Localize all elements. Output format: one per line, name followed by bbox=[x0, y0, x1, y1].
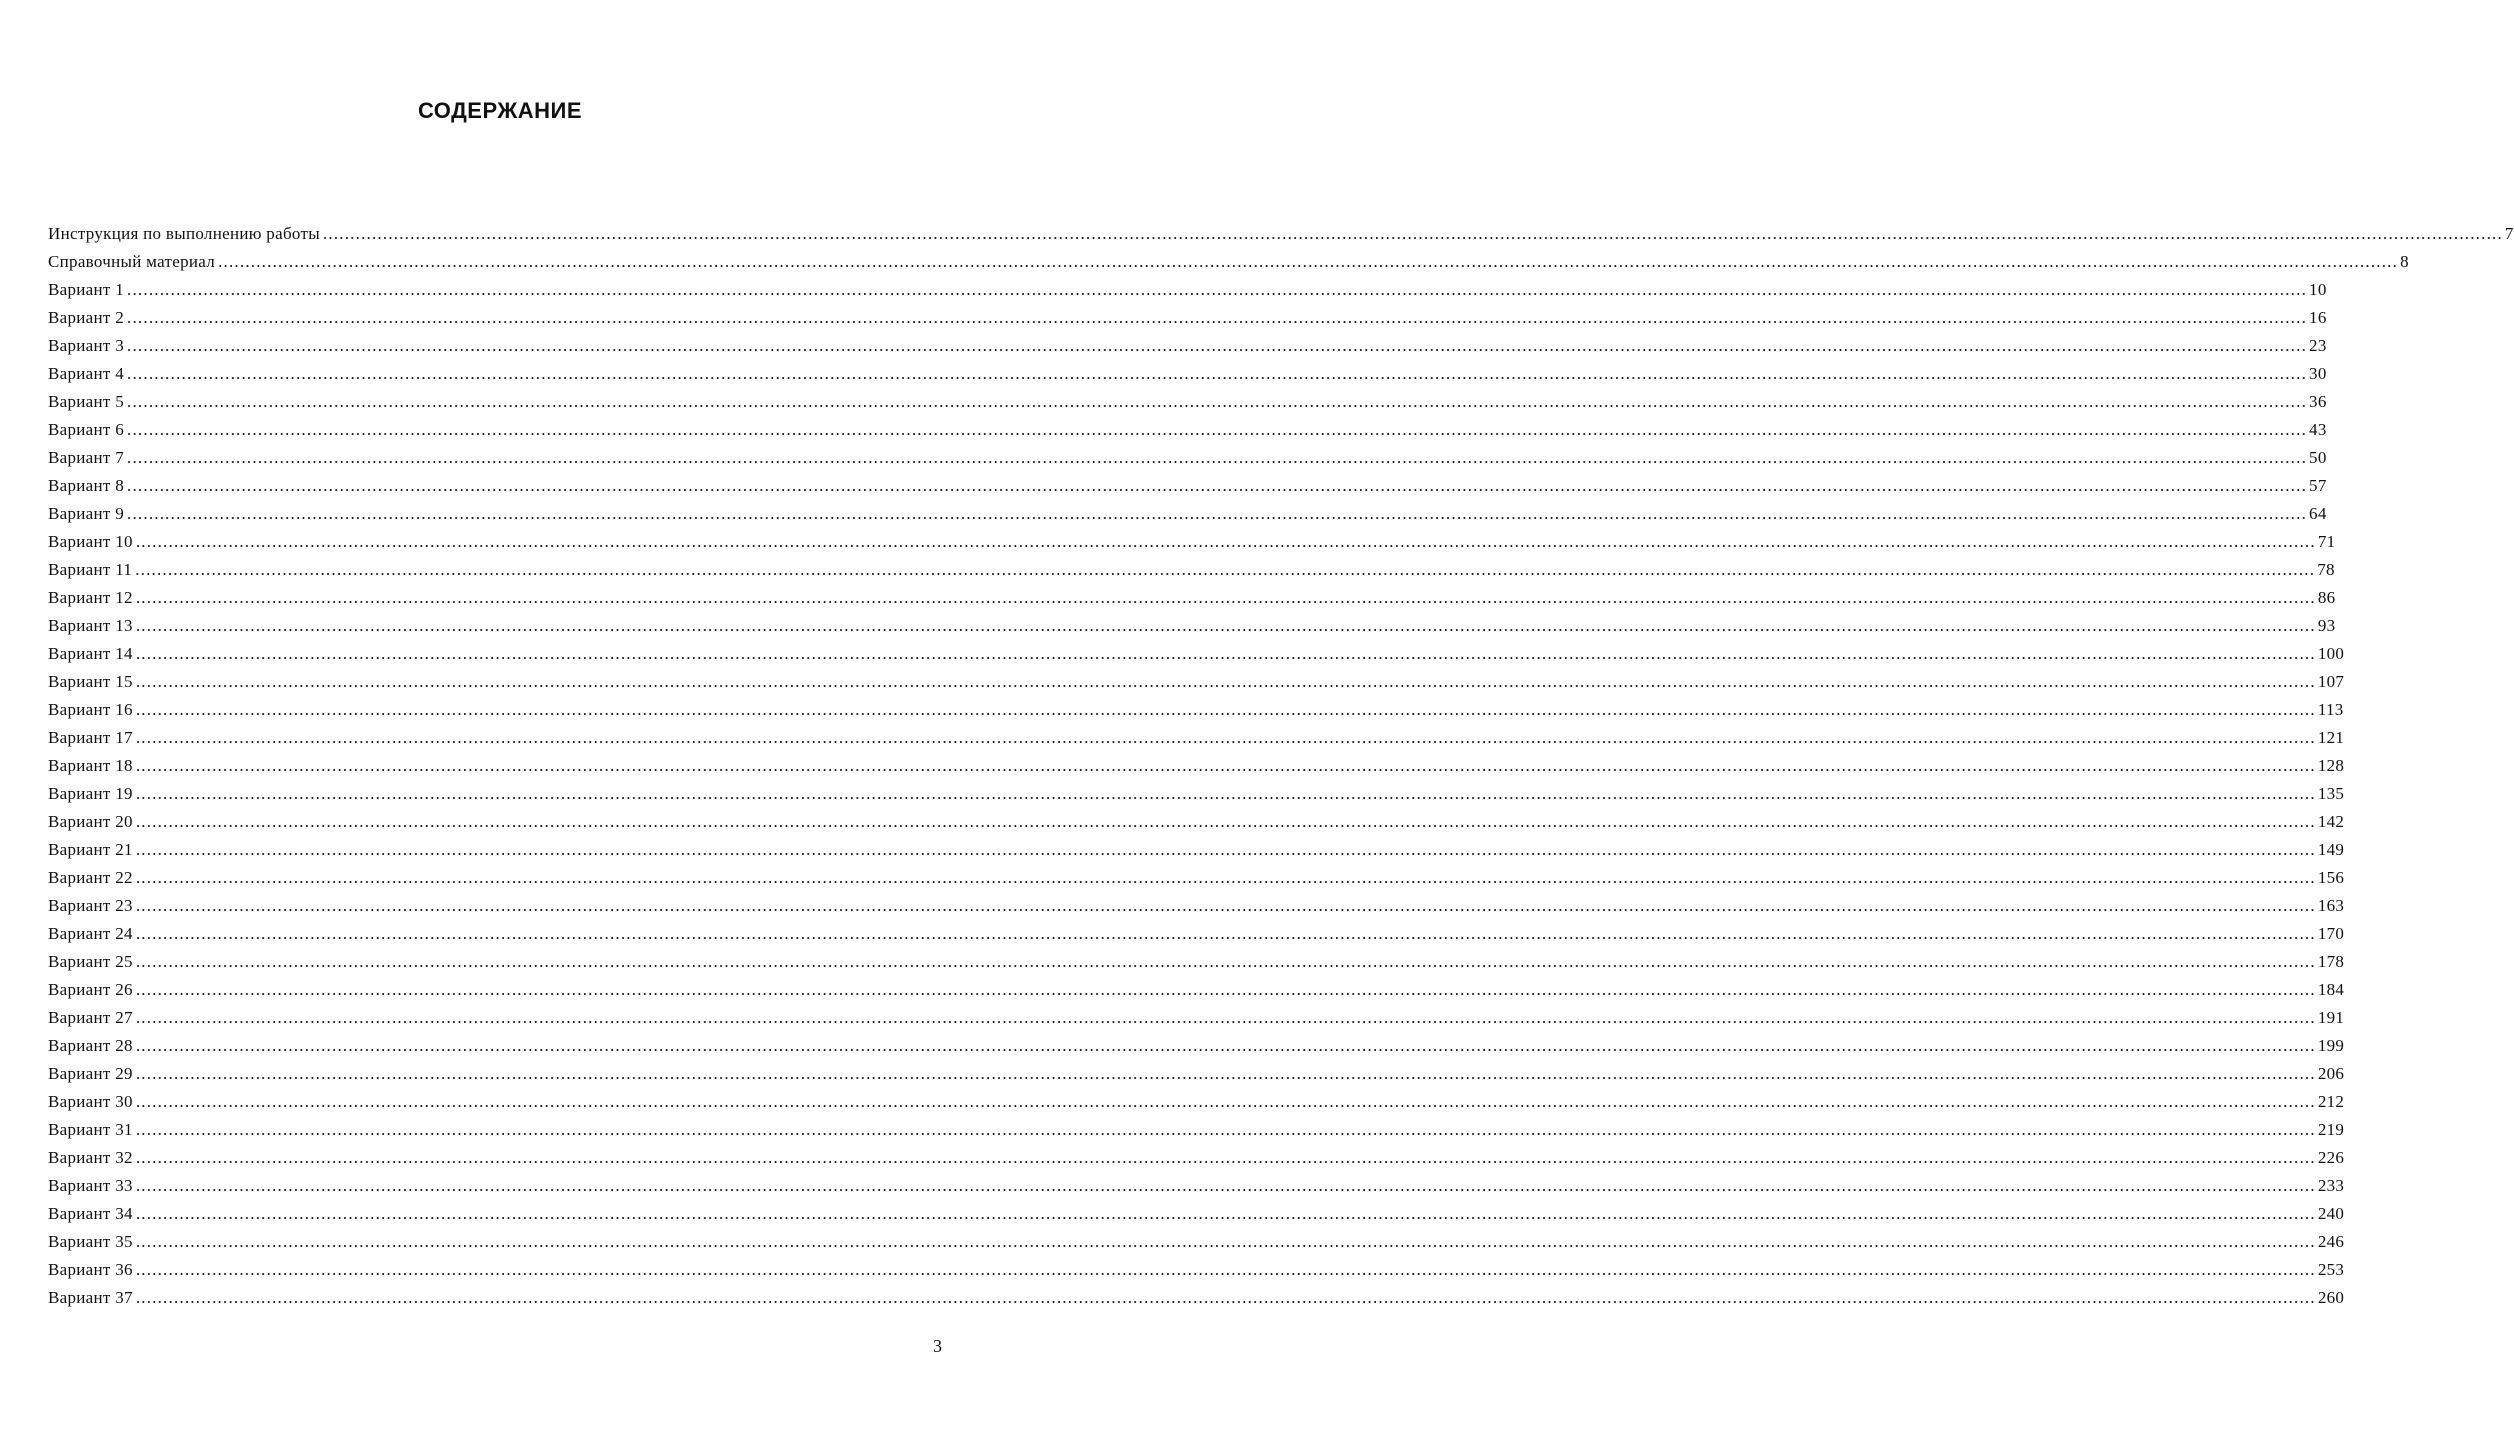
toc-entry-page: 36 bbox=[2309, 392, 2327, 411]
toc-entry-page: 199 bbox=[2317, 1036, 2345, 1055]
toc-dot-leader: ................................................................................................................................................................................................................................................................................................................................................................................................................ bbox=[135, 924, 2316, 943]
toc-entry-page: 7 bbox=[2504, 224, 2514, 243]
toc-dot-leader: ................................................................................................................................................................................................................................................................................................................................................................................................................ bbox=[135, 784, 2316, 803]
toc-entry-label: Вариант 3 bbox=[48, 336, 125, 355]
toc-entry bbox=[48, 528, 2336, 556]
toc-entry-label: Вариант 20 bbox=[48, 812, 133, 831]
toc-entry-label: Вариант 23 bbox=[48, 896, 133, 915]
toc-entry-label: Вариант 34 bbox=[48, 1204, 133, 1223]
toc-entry-label: Вариант 37 bbox=[48, 1288, 133, 1307]
toc-dot-leader: ................................................................................................................................................................................................................................................................................................................................................................................................................ bbox=[135, 1008, 2316, 1027]
toc-entry-page: 135 bbox=[2317, 784, 2345, 803]
toc-entry bbox=[48, 1284, 2345, 1312]
toc-entry bbox=[48, 1172, 2345, 1200]
toc-entry bbox=[48, 1228, 2345, 1256]
toc-entry-page: 260 bbox=[2317, 1288, 2345, 1307]
toc-entry-label: Вариант 36 bbox=[48, 1260, 133, 1279]
toc-entry bbox=[48, 248, 2409, 276]
toc-entry-page: 23 bbox=[2309, 336, 2327, 355]
toc-entry bbox=[48, 584, 2336, 612]
toc-entry-page: 57 bbox=[2309, 476, 2327, 495]
toc-entry bbox=[48, 388, 2327, 416]
toc-entry-page: 191 bbox=[2317, 1008, 2345, 1027]
toc-entry bbox=[48, 472, 2327, 500]
toc-dot-leader: ................................................................................................................................................................................................................................................................................................................................................................................................................ bbox=[135, 1176, 2316, 1195]
toc-entry-page: 219 bbox=[2317, 1120, 2345, 1139]
toc-entry-label: Вариант 27 bbox=[48, 1008, 133, 1027]
toc-entry-page: 93 bbox=[2317, 616, 2336, 635]
toc-entry-label: Вариант 28 bbox=[48, 1036, 133, 1055]
toc-entry bbox=[48, 1116, 2345, 1144]
toc-entry-label: Вариант 19 bbox=[48, 784, 133, 803]
toc-entry-label: Вариант 17 bbox=[48, 728, 133, 747]
toc-dot-leader: ................................................................................................................................................................................................................................................................................................................................................................................................................ bbox=[218, 252, 2399, 271]
toc-entry bbox=[48, 864, 2345, 892]
toc-entry-label: Вариант 29 bbox=[48, 1064, 133, 1083]
toc-entry-label: Вариант 18 bbox=[48, 756, 133, 775]
toc-entry bbox=[48, 1088, 2345, 1116]
toc-entry bbox=[48, 696, 2344, 724]
toc-entry-page: 253 bbox=[2317, 1260, 2345, 1279]
toc-entry-page: 233 bbox=[2317, 1176, 2345, 1195]
toc-dot-leader: ................................................................................................................................................................................................................................................................................................................................................................................................................ bbox=[135, 1260, 2316, 1279]
toc-entry bbox=[48, 1144, 2345, 1172]
toc-entry-page: 10 bbox=[2309, 280, 2327, 299]
toc-dot-leader: ................................................................................................................................................................................................................................................................................................................................................................................................................ bbox=[135, 1092, 2316, 1111]
toc-entry-page: 128 bbox=[2317, 756, 2345, 775]
toc-entry-label: Вариант 7 bbox=[48, 448, 125, 467]
toc-entry-page: 16 bbox=[2309, 308, 2327, 327]
toc-entry-page: 163 bbox=[2317, 896, 2345, 915]
toc-entry bbox=[48, 948, 2345, 976]
toc-entry-page: 142 bbox=[2317, 812, 2345, 831]
toc-entry bbox=[48, 332, 2327, 360]
toc-entry-label: Вариант 25 bbox=[48, 952, 133, 971]
toc-entry bbox=[48, 1004, 2345, 1032]
toc-entry bbox=[48, 556, 2335, 584]
page-title: СОДЕРЖАНИЕ bbox=[417, 98, 583, 123]
toc-entry-page: 170 bbox=[2317, 924, 2345, 943]
toc-dot-leader: ................................................................................................................................................................................................................................................................................................................................................................................................................ bbox=[135, 672, 2316, 691]
toc-dot-leader: ................................................................................................................................................................................................................................................................................................................................................................................................................ bbox=[127, 280, 2308, 299]
toc-entry-label: Вариант 32 bbox=[48, 1148, 133, 1167]
toc-dot-leader: ................................................................................................................................................................................................................................................................................................................................................................................................................ bbox=[135, 560, 2316, 579]
toc-entry-page: 71 bbox=[2317, 532, 2336, 551]
toc-entry-label: Вариант 12 bbox=[48, 588, 133, 607]
toc-entry-label: Вариант 26 bbox=[48, 980, 133, 999]
toc-entry-page: 184 bbox=[2317, 980, 2345, 999]
toc-entry bbox=[48, 276, 2327, 304]
toc-dot-leader: ................................................................................................................................................................................................................................................................................................................................................................................................................ bbox=[135, 1036, 2316, 1055]
toc-entry-page: 206 bbox=[2317, 1064, 2345, 1083]
toc-entry-label: Вариант 10 bbox=[48, 532, 133, 551]
toc-dot-leader: ................................................................................................................................................................................................................................................................................................................................................................................................................ bbox=[127, 392, 2308, 411]
toc-entry bbox=[48, 892, 2345, 920]
toc-dot-leader: ................................................................................................................................................................................................................................................................................................................................................................................................................ bbox=[127, 476, 2308, 495]
toc-entry-label: Вариант 16 bbox=[48, 700, 133, 719]
toc-entry-label: Вариант 1 bbox=[48, 280, 125, 299]
toc-dot-leader: ................................................................................................................................................................................................................................................................................................................................................................................................................ bbox=[135, 728, 2316, 747]
toc-dot-leader: ................................................................................................................................................................................................................................................................................................................................................................................................................ bbox=[135, 812, 2316, 831]
toc-entry-label: Вариант 5 bbox=[48, 392, 125, 411]
toc-entry-page: 226 bbox=[2317, 1148, 2345, 1167]
toc-entry-page: 113 bbox=[2317, 700, 2344, 719]
toc-entry bbox=[48, 836, 2345, 864]
toc-dot-leader: ................................................................................................................................................................................................................................................................................................................................................................................................................ bbox=[135, 980, 2316, 999]
toc-dot-leader: ................................................................................................................................................................................................................................................................................................................................................................................................................ bbox=[127, 448, 2308, 467]
toc-dot-leader: ................................................................................................................................................................................................................................................................................................................................................................................................................ bbox=[127, 336, 2308, 355]
toc-dot-leader: ................................................................................................................................................................................................................................................................................................................................................................................................................ bbox=[127, 364, 2308, 383]
toc-entry-label: Вариант 24 bbox=[48, 924, 133, 943]
toc-entry-label: Вариант 33 bbox=[48, 1176, 133, 1195]
toc-entry-label: Справочный материал bbox=[48, 252, 216, 271]
toc-entry-label: Вариант 13 bbox=[48, 616, 133, 635]
toc-dot-leader: ................................................................................................................................................................................................................................................................................................................................................................................................................ bbox=[322, 224, 2503, 243]
toc-entry-page: 178 bbox=[2317, 952, 2345, 971]
toc-dot-leader: ................................................................................................................................................................................................................................................................................................................................................................................................................ bbox=[135, 868, 2316, 887]
toc-entry-page: 156 bbox=[2317, 868, 2345, 887]
toc-entry-page: 8 bbox=[2400, 252, 2409, 271]
toc-entry-label: Вариант 4 bbox=[48, 364, 125, 383]
toc-dot-leader: ................................................................................................................................................................................................................................................................................................................................................................................................................ bbox=[127, 420, 2308, 439]
toc-entry bbox=[48, 1200, 2345, 1228]
toc-dot-leader: ................................................................................................................................................................................................................................................................................................................................................................................................................ bbox=[135, 1064, 2316, 1083]
toc-dot-leader: ................................................................................................................................................................................................................................................................................................................................................................................................................ bbox=[127, 504, 2308, 523]
toc-entry-label: Вариант 30 bbox=[48, 1092, 133, 1111]
toc-entry bbox=[48, 780, 2345, 808]
toc-entry-page: 121 bbox=[2317, 728, 2345, 747]
toc-entry-page: 149 bbox=[2317, 840, 2345, 859]
toc-entry-label: Вариант 14 bbox=[48, 644, 133, 663]
toc-entry-label: Инструкция по выполнению работы bbox=[48, 224, 320, 243]
toc-entry-page: 212 bbox=[2317, 1092, 2345, 1111]
toc-dot-leader: ................................................................................................................................................................................................................................................................................................................................................................................................................ bbox=[135, 1120, 2316, 1139]
toc-dot-leader: ................................................................................................................................................................................................................................................................................................................................................................................................................ bbox=[135, 1204, 2316, 1223]
toc-entry-label: Вариант 8 bbox=[48, 476, 125, 495]
toc-entry bbox=[48, 976, 2345, 1004]
page-number: 3 bbox=[933, 1336, 942, 1356]
toc-dot-leader: ................................................................................................................................................................................................................................................................................................................................................................................................................ bbox=[135, 644, 2316, 663]
toc-dot-leader: ................................................................................................................................................................................................................................................................................................................................................................................................................ bbox=[135, 532, 2316, 551]
toc-dot-leader: ................................................................................................................................................................................................................................................................................................................................................................................................................ bbox=[135, 952, 2316, 971]
toc-entry-label: Вариант 6 bbox=[48, 420, 125, 439]
toc-entry-label: Вариант 31 bbox=[48, 1120, 133, 1139]
toc-entry-label: Вариант 9 bbox=[48, 504, 125, 523]
toc-dot-leader: ................................................................................................................................................................................................................................................................................................................................................................................................................ bbox=[135, 1288, 2316, 1307]
toc-entry-label: Вариант 22 bbox=[48, 868, 133, 887]
toc-entry-label: Вариант 35 bbox=[48, 1232, 133, 1251]
toc-entry bbox=[48, 640, 2345, 668]
toc-entry bbox=[48, 444, 2327, 472]
toc-dot-leader: ................................................................................................................................................................................................................................................................................................................................................................................................................ bbox=[135, 1232, 2316, 1251]
toc-entry-page: 107 bbox=[2317, 672, 2345, 691]
toc-entry bbox=[48, 1256, 2345, 1284]
toc-entry-label: Вариант 15 bbox=[48, 672, 133, 691]
toc-dot-leader: ................................................................................................................................................................................................................................................................................................................................................................................................................ bbox=[135, 1148, 2316, 1167]
toc-entry-page: 246 bbox=[2317, 1232, 2345, 1251]
toc-entry-page: 86 bbox=[2317, 588, 2336, 607]
toc-entry bbox=[48, 360, 2327, 388]
toc-dot-leader: ................................................................................................................................................................................................................................................................................................................................................................................................................ bbox=[135, 756, 2316, 775]
toc-entry bbox=[48, 304, 2327, 332]
toc-entry-page: 43 bbox=[2309, 420, 2327, 439]
toc-dot-leader: ................................................................................................................................................................................................................................................................................................................................................................................................................ bbox=[135, 700, 2316, 719]
toc-entry bbox=[48, 1032, 2345, 1060]
toc-entry bbox=[48, 808, 2345, 836]
toc-entry bbox=[48, 612, 2336, 640]
toc-entry bbox=[48, 1060, 2345, 1088]
toc-entry-page: 78 bbox=[2317, 560, 2335, 579]
toc-entry-page: 64 bbox=[2309, 504, 2327, 523]
toc-entry-page: 100 bbox=[2317, 644, 2345, 663]
toc-entry bbox=[48, 724, 2345, 752]
toc-entry bbox=[48, 920, 2345, 948]
toc-entry bbox=[48, 416, 2327, 444]
toc-entry-page: 240 bbox=[2317, 1204, 2345, 1223]
toc-dot-leader: ................................................................................................................................................................................................................................................................................................................................................................................................................ bbox=[135, 616, 2316, 635]
toc-dot-leader: ................................................................................................................................................................................................................................................................................................................................................................................................................ bbox=[135, 840, 2316, 859]
toc-entry bbox=[48, 220, 2514, 248]
toc-entry-label: Вариант 2 bbox=[48, 308, 125, 327]
toc-entry bbox=[48, 668, 2345, 696]
toc-entry bbox=[48, 500, 2327, 528]
toc-entry-label: Вариант 21 bbox=[48, 840, 133, 859]
toc-entry-page: 30 bbox=[2309, 364, 2327, 383]
toc-entry-label: Вариант 11 bbox=[48, 560, 133, 579]
toc-entry-page: 50 bbox=[2309, 448, 2327, 467]
toc-dot-leader: ................................................................................................................................................................................................................................................................................................................................................................................................................ bbox=[135, 896, 2316, 915]
toc-dot-leader: ................................................................................................................................................................................................................................................................................................................................................................................................................ bbox=[127, 308, 2308, 327]
table-of-contents bbox=[48, 220, 2514, 1312]
toc-dot-leader: ................................................................................................................................................................................................................................................................................................................................................................................................................ bbox=[135, 588, 2316, 607]
toc-entry bbox=[48, 752, 2345, 780]
